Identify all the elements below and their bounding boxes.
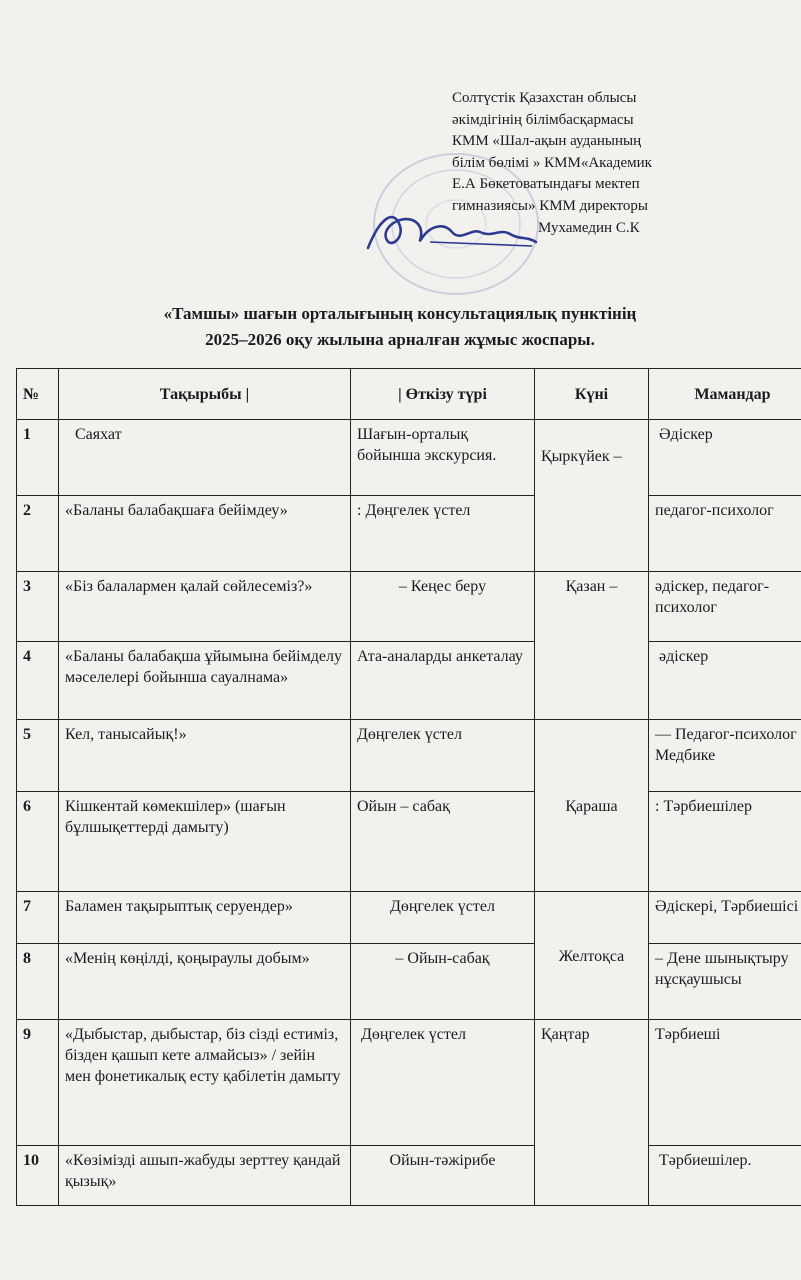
row-month-november: Қараша xyxy=(535,720,649,892)
table-row xyxy=(17,572,801,642)
row-number: 2 xyxy=(17,496,59,572)
table-row xyxy=(17,892,801,944)
row-format: – Ойын-сабақ xyxy=(351,944,535,1020)
row-number: 9 xyxy=(17,1020,59,1146)
row-format: Ойын – сабақ xyxy=(351,792,535,892)
row-topic: «Менің көңілді, қоңыраулы добым» xyxy=(59,944,351,1020)
row-number: 7 xyxy=(17,892,59,944)
row-number: 1 xyxy=(17,420,59,496)
row-number: 3 xyxy=(17,572,59,642)
row-staff: әдіскер, педагог-психолог xyxy=(649,572,801,642)
approval-line: КММ «Шал-ақын ауданының xyxy=(452,133,642,150)
row-number: 4 xyxy=(17,642,59,720)
row-topic: Баламен тақырыптық серуендер» xyxy=(59,892,351,944)
signatory-name: Мухамедин С.К xyxy=(538,219,640,236)
header-format: | Өткізу түрі xyxy=(351,369,535,420)
table-row xyxy=(17,1146,801,1206)
approval-block xyxy=(452,88,792,239)
row-format: Дөңгелек үстел xyxy=(351,892,535,944)
approval-line: білім бөлімі » КММ«Академик xyxy=(452,154,652,171)
row-number: 10 xyxy=(17,1146,59,1206)
row-format: Ата-аналарды анкеталау xyxy=(351,642,535,720)
table-header-row xyxy=(17,369,801,420)
table-row xyxy=(17,720,801,792)
table-row xyxy=(17,420,801,496)
row-staff: Әдіскері, Тәрбиешісі xyxy=(649,892,801,944)
row-format: Шағын-орталық бойынша экскурсия. xyxy=(351,420,535,496)
row-staff: — Педагог-психолог Медбике xyxy=(649,720,801,792)
row-format: – Кеңес беру xyxy=(351,572,535,642)
row-topic: «Баланы балабақшаға бейімдеу» xyxy=(59,496,351,572)
table-row xyxy=(17,944,801,1020)
row-staff: Әдіскер xyxy=(649,420,801,496)
row-month-september: Қыркүйек – xyxy=(535,420,649,572)
row-staff: әдіскер xyxy=(649,642,801,720)
title-line-2: 2025–2026 оқу жылына арналған жұмыс жоспары. xyxy=(205,330,595,349)
table-row xyxy=(17,1020,801,1146)
row-number: 5 xyxy=(17,720,59,792)
row-number: 8 xyxy=(17,944,59,1020)
row-staff: : Тәрбиешілер xyxy=(649,792,801,892)
table-row xyxy=(17,496,801,572)
row-topic: Саяхат xyxy=(59,420,351,496)
row-topic: «Біз балалармен қалай сөйлесеміз?» xyxy=(59,572,351,642)
header-topic: Тақырыбы | xyxy=(59,369,351,420)
approval-line: Е.А Бөкетоватындағы мектеп xyxy=(452,176,640,193)
approval-line: Солтүстік Қазахстан облысы xyxy=(452,90,637,106)
approval-line: гимназиясы» КММ директоры xyxy=(452,197,648,214)
work-plan-table xyxy=(16,368,801,1206)
row-format: Дөңгелек үстел xyxy=(351,1020,535,1146)
row-format: Дөңгелек үстел xyxy=(351,720,535,792)
row-topic: Кел, танысайық!» xyxy=(59,720,351,792)
header-number: № xyxy=(17,369,59,420)
row-number: 6 xyxy=(17,792,59,892)
row-month-october: Қазан – xyxy=(535,572,649,720)
title-line-1: «Тамшы» шағын орталығының консультациялық пунктінің xyxy=(163,304,637,323)
row-topic: «Көзімізді ашып-жабуды зерттеу қандай қызық» xyxy=(59,1146,351,1206)
row-month-january: Қаңтар xyxy=(535,1020,649,1206)
approval-line: әкімдігінің білімбасқармасы xyxy=(452,111,634,128)
table-row xyxy=(17,792,801,892)
document-title xyxy=(40,301,760,353)
row-topic: «Баланы балабақша ұйымына бейімделу мәселелері бойынша сауалнама» xyxy=(59,642,351,720)
row-staff: педагог-психолог xyxy=(649,496,801,572)
row-format: : Дөңгелек үстел xyxy=(351,496,535,572)
row-staff: Тәрбиеші xyxy=(649,1020,801,1146)
row-topic: Кішкентай көмекшілер» (шағын бұлшықеттерді дамыту) xyxy=(59,792,351,892)
row-topic: «Дыбыстар, дыбыстар, біз сізді естиміз, бізден қашып кете алмайсыз» / зейін мен фонетикалық есту қабілетін дамыту xyxy=(59,1020,351,1146)
header-date: Күні xyxy=(535,369,649,420)
row-month-december: Желтоқса xyxy=(535,892,649,1020)
header-staff: Мамандар xyxy=(649,369,801,420)
row-format: Ойын-тәжірибе xyxy=(351,1146,535,1206)
table-row xyxy=(17,642,801,720)
row-staff: – Дене шынықтыру нұсқаушысы xyxy=(649,944,801,1020)
row-staff: Тәрбиешілер. xyxy=(649,1146,801,1206)
